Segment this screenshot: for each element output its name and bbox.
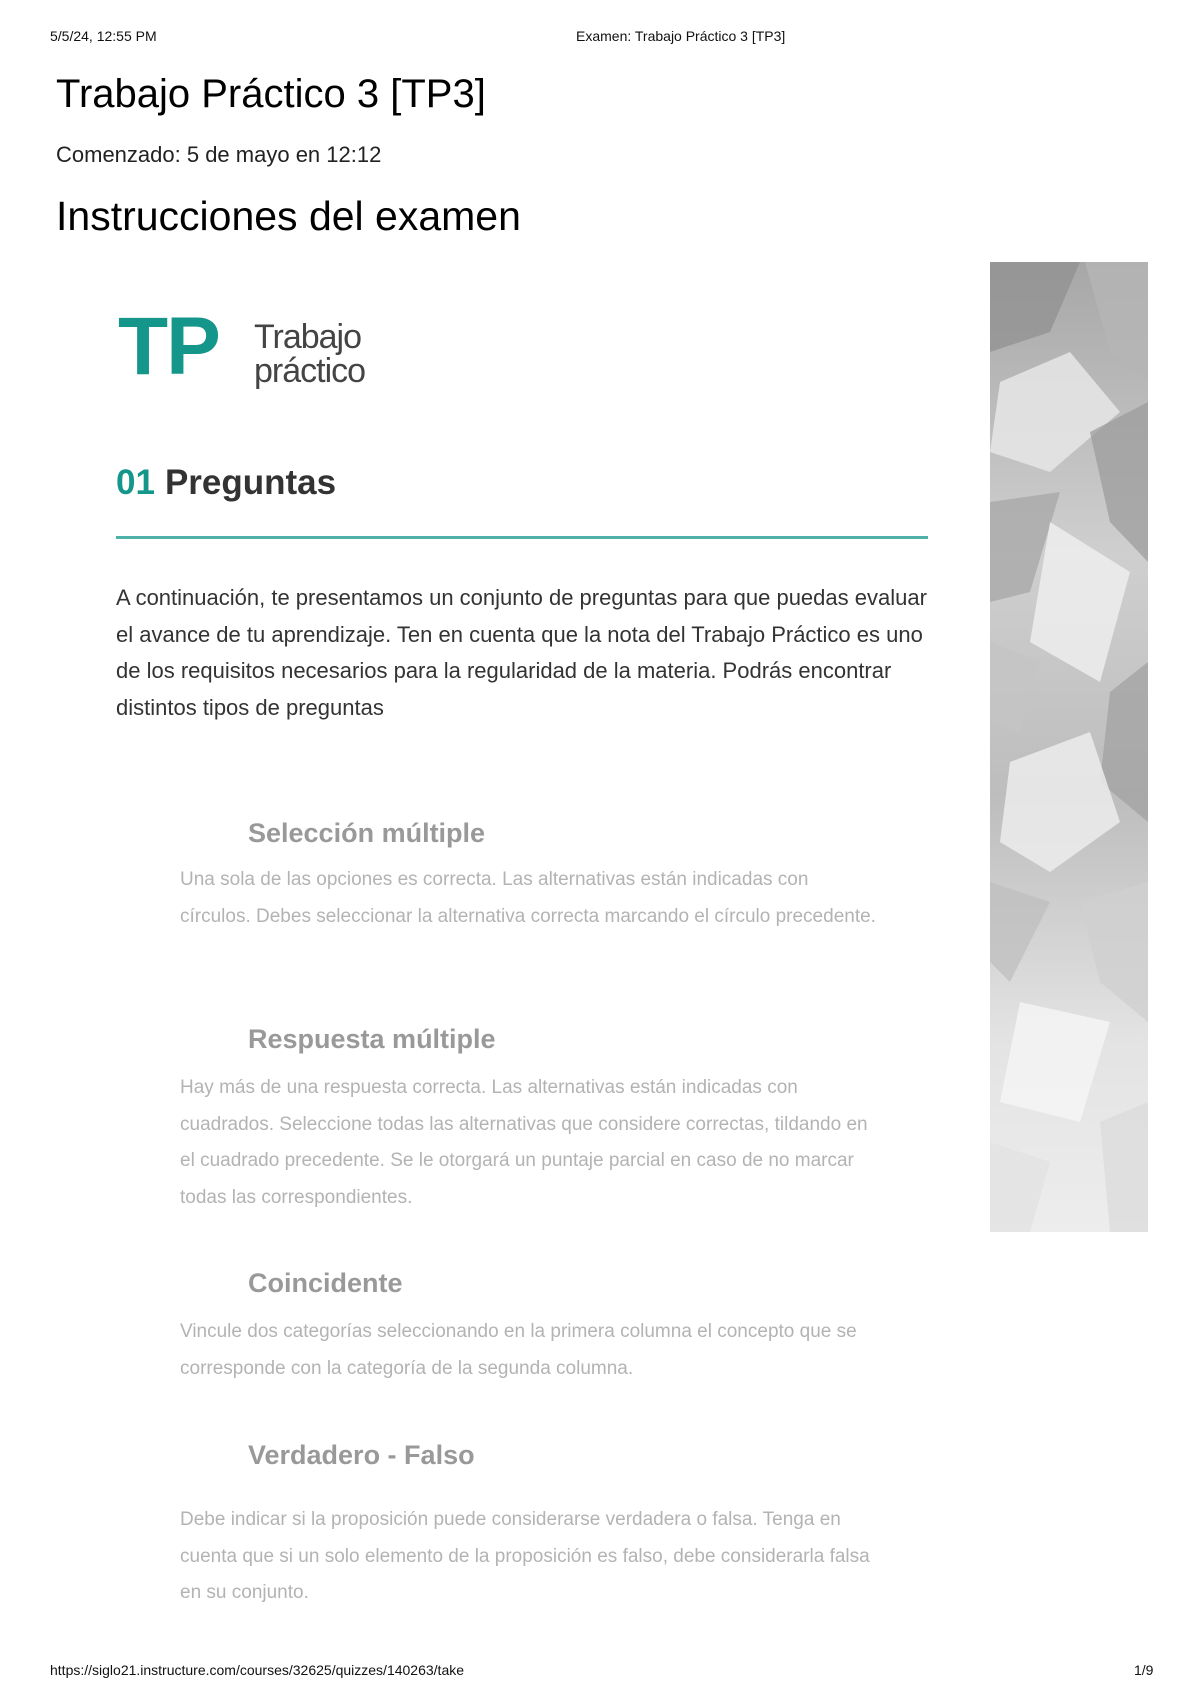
tp-logo-word-trabajo: Trabajo	[254, 318, 362, 356]
tp-logo	[118, 301, 398, 396]
tp-logo-word-practico: práctico	[254, 352, 366, 390]
print-footer-page-number: 1/9	[1134, 1662, 1154, 1678]
question-type-description: Una sola de las opciones es correcta. Las alternativas están indicadas con círculos. Debes seleccionar la alternativa correcta marcando el círculo precedente.	[180, 869, 876, 927]
print-header-datetime: 5/5/24, 12:55 PM	[50, 28, 157, 44]
question-type-title: Selección múltiple	[248, 818, 486, 848]
question-type-title: Verdadero - Falso	[248, 1440, 475, 1470]
question-type-title: Respuesta múltiple	[248, 1024, 496, 1054]
question-type-description: Vincule dos categorías seleccionando en la primera columna el concepto que se corresponde con la categoría de la segunda columna.	[180, 1321, 857, 1379]
section-number: 01	[116, 463, 155, 502]
section-intro-text: A continuación, te presentamos un conjunto de preguntas para que puedas evaluar el avance de tu aprendizaje. Ten en cuenta que la nota del Trabajo Práctico es uno de los requisitos necesarios para la regularidad de la materia. Podrás encontrar distintos tipos de preguntas	[116, 585, 927, 720]
question-type-title: Coincidente	[248, 1268, 403, 1298]
tp-logo-mark: TP	[118, 301, 219, 392]
print-footer-url: https://siglo21.instructure.com/courses/32625/quizzes/140263/take	[50, 1662, 465, 1678]
page-title: Trabajo Práctico 3 [TP3]	[56, 72, 486, 116]
instructions-title: Instrucciones del examen	[56, 193, 521, 239]
section-divider	[116, 536, 928, 539]
question-type-description: Hay más de una respuesta correcta. Las alternativas están indicadas con cuadrados. Seleccione todas las alternativas que considere correctas, tildando en el cuadrado precedente. Se le otorgará un puntaje parcial en caso de no marcar todas las correspondientes.	[180, 1077, 868, 1208]
print-header-title: Examen: Trabajo Práctico 3 [TP3]	[576, 28, 786, 44]
quiz-started-time: Comenzado: 5 de mayo en 12:12	[56, 142, 382, 167]
decorative-architecture-image	[990, 262, 1148, 1232]
architecture-pattern-icon	[990, 262, 1148, 1232]
section-heading	[116, 464, 336, 503]
section-label: Preguntas	[164, 463, 337, 502]
question-type-description: Debe indicar si la proposición puede considerarse verdadera o falsa. Tenga en cuenta que si un solo elemento de la proposición es falso, debe considerarla falsa en su conjunto.	[180, 1509, 870, 1603]
